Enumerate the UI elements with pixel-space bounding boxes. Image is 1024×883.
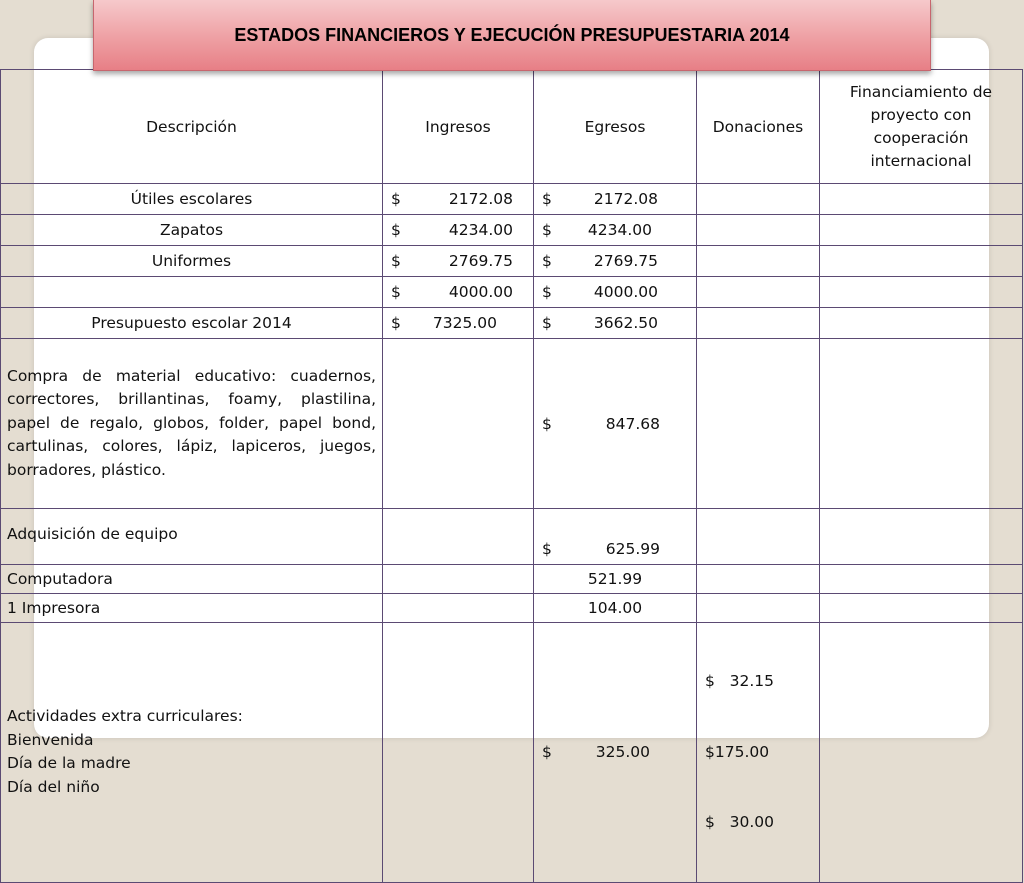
cell-ingresos xyxy=(383,623,534,883)
amount: 4234.00 xyxy=(587,221,652,239)
cell-donaciones xyxy=(697,594,820,623)
cell-donaciones xyxy=(697,277,820,308)
page-title: ESTADOS FINANCIEROS Y EJECUCIÓN PRESUPUESTARIA 2014 xyxy=(234,24,790,45)
amount: 4000.00 xyxy=(593,283,658,301)
header-egresos: Egresos xyxy=(534,70,697,184)
cell-ingresos xyxy=(383,339,534,509)
table-row xyxy=(1,339,1023,509)
activities-heading: Actividades extra curriculares: xyxy=(7,707,243,726)
cell-donaciones xyxy=(697,623,820,883)
cell-donaciones xyxy=(697,184,820,215)
row-description: Presupuesto escolar 2014 xyxy=(1,308,383,339)
cell-egresos xyxy=(534,277,697,308)
cell-egresos xyxy=(534,184,697,215)
currency-symbol: $ xyxy=(542,743,552,762)
row-description: Uniformes xyxy=(1,246,383,277)
cell-ingresos xyxy=(383,215,534,246)
row-description xyxy=(1,623,383,883)
cell-ingresos xyxy=(383,565,534,594)
cell-ingresos xyxy=(383,594,534,623)
currency-symbol: $ xyxy=(542,283,552,301)
currency-symbol: $ xyxy=(391,221,401,239)
activity-item: Bienvenida xyxy=(7,730,94,749)
row-description: 1 Impresora xyxy=(1,594,383,623)
header-financiamiento: Financiamiento de proyecto con cooperación internacional xyxy=(820,70,1023,184)
amount: 4234.00 xyxy=(448,221,513,239)
cell-financiamiento xyxy=(820,246,1023,277)
cell-donaciones xyxy=(697,246,820,277)
row-description: Zapatos xyxy=(1,215,383,246)
cell-financiamiento xyxy=(820,565,1023,594)
cell-donaciones xyxy=(697,308,820,339)
cell-financiamiento xyxy=(820,308,1023,339)
table-row xyxy=(1,623,1023,883)
table-row xyxy=(1,246,1023,277)
currency-symbol: $ xyxy=(391,252,401,270)
amount: 325.00 xyxy=(595,743,650,762)
activity-item: Día del niño xyxy=(7,777,100,796)
cell-donaciones xyxy=(697,215,820,246)
amount: 2769.75 xyxy=(448,252,513,270)
header-donaciones: Donaciones xyxy=(697,70,820,184)
currency-symbol: $ xyxy=(542,540,552,558)
donation-amount: $ 30.00 xyxy=(705,813,775,831)
header-row xyxy=(1,70,1023,184)
cell-donaciones xyxy=(697,565,820,594)
budget-table xyxy=(0,69,1023,883)
cell-egresos: 521.99 xyxy=(534,565,697,594)
currency-symbol: $ xyxy=(542,221,552,239)
table-row xyxy=(1,215,1023,246)
cell-egresos xyxy=(534,623,697,883)
cell-ingresos xyxy=(383,246,534,277)
currency-symbol: $ xyxy=(542,314,552,332)
table-row xyxy=(1,509,1023,565)
table-row xyxy=(1,565,1023,594)
donation-amount: $175.00 xyxy=(705,742,770,761)
cell-financiamiento xyxy=(820,215,1023,246)
amount: 2172.08 xyxy=(593,190,658,208)
cell-egresos xyxy=(534,215,697,246)
cell-financiamiento xyxy=(820,509,1023,565)
amount: 4000.00 xyxy=(448,283,513,301)
activity-item: Día de la madre xyxy=(7,754,131,773)
cell-ingresos xyxy=(383,184,534,215)
cell-donaciones xyxy=(697,509,820,565)
title-banner xyxy=(93,0,931,71)
table-row xyxy=(1,308,1023,339)
amount: 625.99 xyxy=(605,540,660,558)
currency-symbol: $ xyxy=(542,414,552,433)
cell-financiamiento xyxy=(820,184,1023,215)
cell-financiamiento xyxy=(820,339,1023,509)
currency-symbol: $ xyxy=(542,190,552,208)
cell-egresos xyxy=(534,308,697,339)
currency-symbol: $ xyxy=(391,314,401,332)
amount: 7325.00 xyxy=(432,314,497,332)
cell-egresos xyxy=(534,246,697,277)
table-row xyxy=(1,277,1023,308)
table-row xyxy=(1,184,1023,215)
cell-egresos xyxy=(534,339,697,509)
currency-symbol: $ xyxy=(391,283,401,301)
donation-amount: $ 32.15 xyxy=(705,672,775,690)
header-descripcion: Descripción xyxy=(1,70,383,184)
cell-financiamiento xyxy=(820,623,1023,883)
amount: 2769.75 xyxy=(593,252,658,270)
table-row xyxy=(1,594,1023,623)
currency-symbol: $ xyxy=(542,252,552,270)
cell-egresos: 104.00 xyxy=(534,594,697,623)
row-description: Útiles escolares xyxy=(1,184,383,215)
amount: 847.68 xyxy=(605,414,660,433)
row-description: Compra de material educativo: cuadernos, correctores, brillantinas, foamy, plastilina, papel de regalo, globos, folder, papel bond, cartulinas, colores, lápiz, lapiceros, juegos, borradores, plástico. xyxy=(1,339,383,509)
row-description xyxy=(1,277,383,308)
amount: 2172.08 xyxy=(448,190,513,208)
amount: 3662.50 xyxy=(593,314,658,332)
cell-financiamiento xyxy=(820,594,1023,623)
cell-ingresos xyxy=(383,509,534,565)
cell-financiamiento xyxy=(820,277,1023,308)
row-description: Adquisición de equipo xyxy=(1,509,383,565)
cell-donaciones xyxy=(697,339,820,509)
row-description: Computadora xyxy=(1,565,383,594)
cell-ingresos xyxy=(383,277,534,308)
cell-egresos xyxy=(534,509,697,565)
header-ingresos: Ingresos xyxy=(383,70,534,184)
cell-ingresos xyxy=(383,308,534,339)
currency-symbol: $ xyxy=(391,190,401,208)
